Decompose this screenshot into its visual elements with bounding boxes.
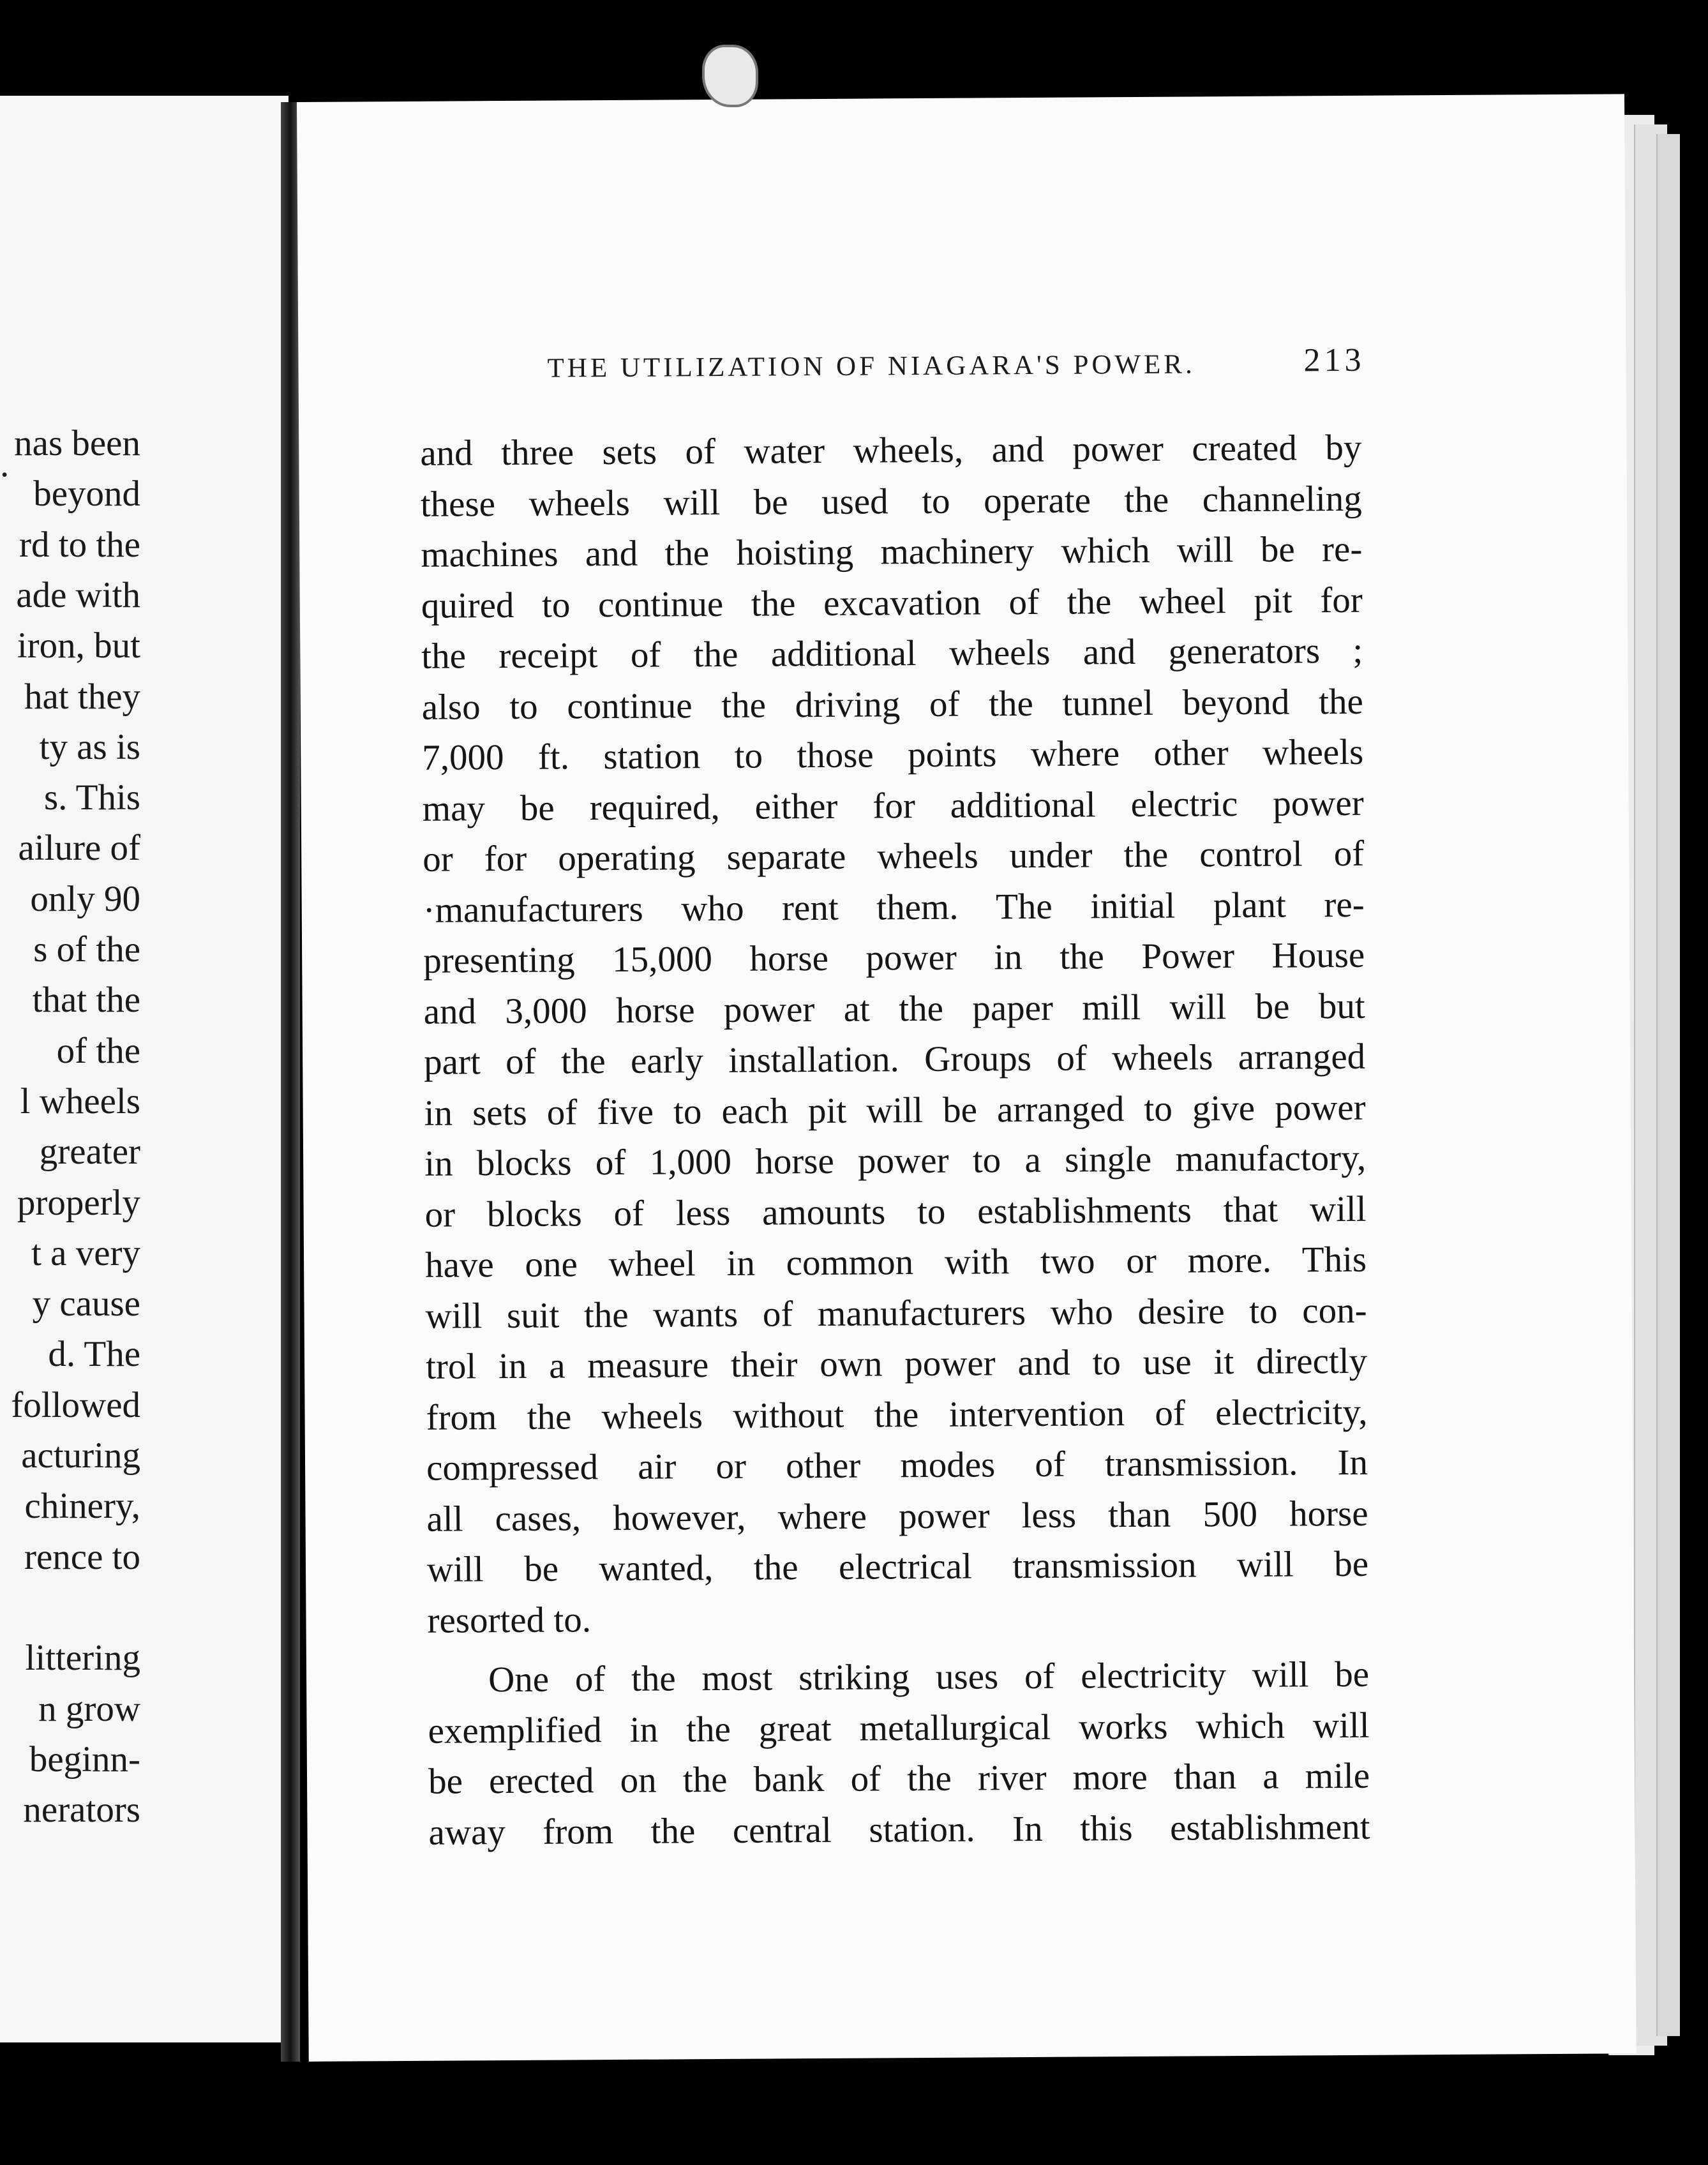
text-line: or blocks of less amounts to establishments that will (424, 1188, 1367, 1235)
text-line: quired to continue the excavation of the wheel pit for (421, 580, 1363, 626)
text-line: presenting 15,000 horse power in the Power House (423, 934, 1365, 981)
previous-page-line: y cause (32, 1284, 140, 1324)
text-line: in blocks of 1,000 horse power to a single manufactory, (424, 1137, 1367, 1184)
page-edge-3 (1656, 134, 1680, 2036)
previous-page-line: acturing (21, 1435, 140, 1476)
previous-page-line: only 90 (30, 878, 140, 919)
previous-page-line: hat they (24, 676, 140, 717)
previous-page (0, 96, 288, 2042)
text-line: also to continue the driving of the tunnel beyond the (421, 681, 1363, 728)
text-line: away from the central station. In this establishment (428, 1806, 1370, 1853)
previous-page-line: ade with (16, 574, 140, 615)
text-line: in sets of five to each pit will be arranged to give power (424, 1087, 1366, 1134)
text-line: have one wheel in common with two or more. This (424, 1239, 1367, 1285)
previous-page-line: of the (56, 1030, 140, 1071)
previous-page-line: ailure of (18, 828, 140, 869)
text-line: compressed air or other modes of transmission. In (426, 1442, 1368, 1488)
body-text (420, 423, 1370, 1858)
previous-page-line: rd to the (19, 524, 140, 565)
binding-clip (702, 45, 758, 107)
previous-page-line: nerators (23, 1790, 140, 1831)
text-line: 7,000 ft. station to those points where other wheels (422, 731, 1364, 778)
text-line: from the wheels without the intervention of electricity, (426, 1391, 1368, 1438)
previous-page-line: s of the (33, 929, 140, 970)
previous-page-line: ty as is (39, 726, 140, 767)
previous-page-line: followed (11, 1384, 140, 1425)
page-number: 213 (1303, 341, 1365, 379)
text-line: trol in a measure their own power and to use it directly (425, 1340, 1368, 1387)
running-head: THE UTILIZATION OF NIAGARA'S POWER. (547, 349, 1195, 384)
text-line: machines and the hoisting machinery which will be re- (421, 528, 1363, 575)
text-line: all cases, however, where power less than 500 horse (426, 1493, 1368, 1539)
text-line: part of the early installation. Groups of wheels arranged (424, 1036, 1366, 1082)
text-line: be erected on the bank of the river more than a mile (428, 1755, 1370, 1802)
previous-page-line: littering (25, 1638, 140, 1679)
previous-page-line: beyond (33, 474, 140, 514)
previous-page-line: t a very (31, 1232, 140, 1273)
text-line: these wheels will be used to operate the channeling (420, 478, 1363, 525)
previous-page-top-mark: . (0, 444, 10, 484)
text-line: One of the most striking uses of electricity will be (488, 1654, 1370, 1700)
previous-page-line: properly (17, 1182, 140, 1223)
text-line: or for operating separate wheels under the control of (423, 833, 1365, 880)
previous-page-line: d. The (48, 1334, 140, 1375)
paragraph-1 (420, 423, 1369, 1646)
page (297, 94, 1637, 2062)
previous-page-line: that the (32, 980, 140, 1021)
book-gutter (281, 102, 300, 2062)
text-line: resorted to. (427, 1599, 592, 1641)
previous-page-line: rence to (24, 1536, 140, 1577)
text-line: may be required, either for additional electric power (422, 783, 1364, 829)
previous-page-line: chinery, (24, 1486, 140, 1527)
text-line: will suit the wants of manufacturers who desire to con- (425, 1290, 1367, 1337)
text-line: and 3,000 horse power at the paper mill will be but (423, 985, 1365, 1032)
previous-page-line: s. This (44, 777, 140, 818)
text-line: the receipt of the additional wheels and generators ; (421, 630, 1363, 677)
previous-page-line: nas been (14, 423, 140, 463)
text-line: ·manufacturers who rent them. The initial plant re- (423, 884, 1365, 931)
text-line: will be wanted, the electrical transmission will be (426, 1543, 1369, 1590)
text-line: exemplified in the great metallurgical works which will (428, 1705, 1370, 1751)
previous-page-line: iron, but (17, 626, 140, 666)
previous-page-line: n grow (38, 1688, 140, 1729)
previous-page-line: l wheels (20, 1081, 140, 1121)
previous-page-line: beginn- (29, 1739, 140, 1779)
text-line: and three sets of water wheels, and power created by (420, 427, 1362, 474)
previous-page-line: greater (39, 1132, 140, 1172)
paragraph-2 (428, 1649, 1370, 1858)
